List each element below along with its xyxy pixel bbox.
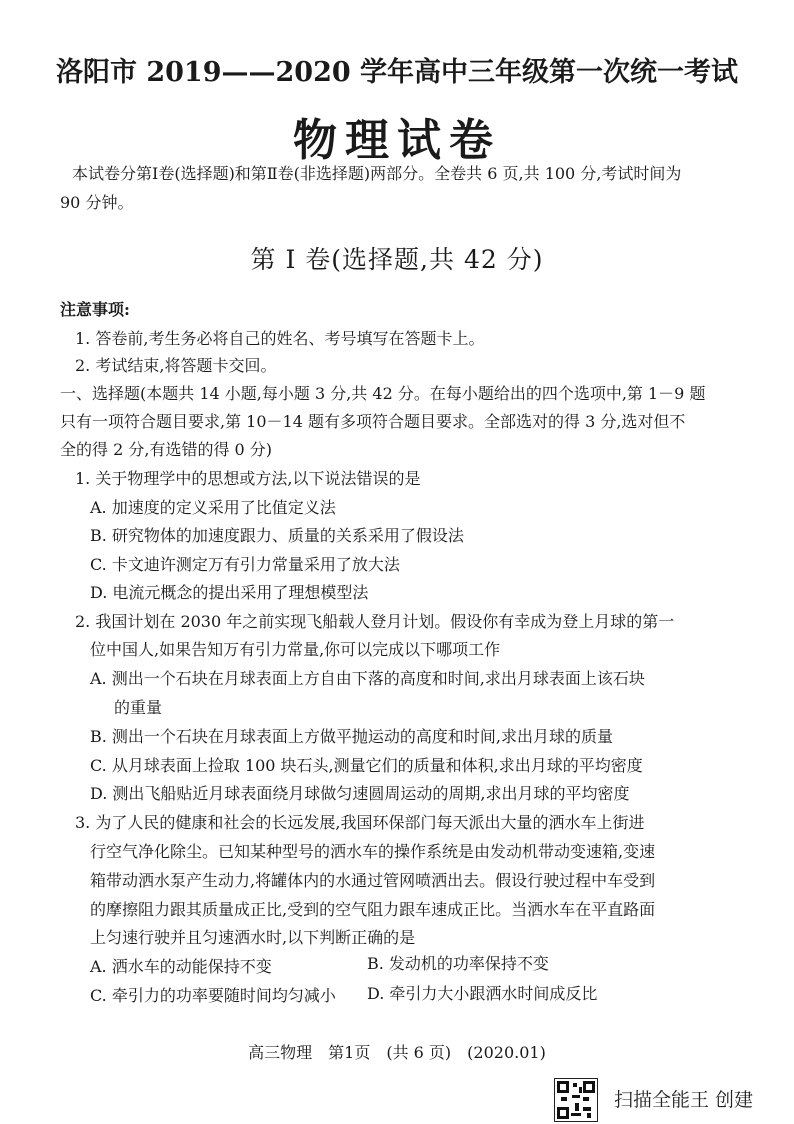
exam-title: 洛阳市 2019——2020 学年高中三年级第一次统一考试 [55,57,739,88]
q3-option-a: A. 洒水车的动能保持不变 [90,957,272,976]
q3-stem-line-4: 的摩擦阻力跟其质量成正比,受到的空气阻力跟车速成正比。当洒水车在平直路面 [90,900,656,919]
q2-stem-line-2: 位中国人,如果告知万有引力常量,你可以完成以下哪项工作 [90,640,501,659]
q1-option-d: D. 电流元概念的提出采用了理想模型法 [90,583,369,602]
intro-line-1: 本试卷分第Ⅰ卷(选择题)和第Ⅱ卷(非选择题)两部分。全卷共 6 页,共 100 分,考试时间为 [72,164,682,183]
q2-option-b: B. 测出一个石块在月球表面上方做平抛运动的高度和时间,求出月球的质量 [90,727,614,746]
q2-option-a-line-2: 的重量 [114,698,163,717]
q3-option-d: D. 牵引力大小跟洒水时间成反比 [367,984,598,1003]
q3-stem-line-1: 3. 为了人民的健康和社会的长远发展,我国环保部门每天派出大量的洒水车上街进 [75,813,645,832]
q3-stem-line-2: 行空气净化除尘。已知某种型号的洒水车的操作系统是由发动机带动变速箱,变速 [90,842,656,861]
qr-code-icon [554,1078,598,1122]
part-one-line-1: 一、选择题(本题共 14 小题,每小题 3 分,共 42 分。在每小题给出的四个选项中,第 1－9 题 [60,384,706,403]
q2-option-c: C. 从月球表面上捡取 100 块石头,测量它们的质量和体积,求出月球的平均密度 [90,756,643,775]
part-one-line-3: 全的得 2 分,有选错的得 0 分) [60,440,273,459]
page-footer: 高三物理 第1页 (共 6 页) (2020.01) [248,1043,546,1062]
part-one-line-2: 只有一项符合题目要求,第 10－14 题有多项符合题目要求。全部选对的得 3 分,选对但不 [60,412,686,431]
q1-option-b: B. 研究物体的加速度跟力、质量的关系采用了假设法 [90,526,464,545]
q3-option-b: B. 发动机的功率保持不变 [367,954,549,973]
q1-option-a: A. 加速度的定义采用了比值定义法 [90,498,336,517]
q2-option-d: D. 测出飞船贴近月球表面绕月球做匀速圆周运动的周期,求出月球的平均密度 [90,784,630,803]
notes-item-1: 1. 答卷前,考生务必将自己的姓名、考号填写在答题卡上。 [75,329,485,348]
q3-stem-line-5: 上匀速行驶并且匀速洒水时,以下判断正确的是 [90,928,416,947]
q1-option-c: C. 卡文迪许测定万有引力常量采用了放大法 [90,555,400,574]
q3-stem-line-3: 箱带动洒水泵产生动力,将罐体内的水通过管网喷洒出去。假设行驶过程中车受到 [90,871,656,890]
notes-heading: 注意事项: [60,300,130,319]
q2-option-a-line-1: A. 测出一个石块在月球表面上方自由下落的高度和时间,求出月球表面上该石块 [90,669,645,688]
section-title: 第 Ⅰ 卷(选择题,共 42 分) [250,245,544,274]
notes-item-2: 2. 考试结束,将答题卡交回。 [75,356,277,375]
intro-line-2: 90 分钟。 [60,193,134,212]
q3-option-c: C. 牵引力的功率要随时间均匀减小 [90,986,336,1005]
q2-stem-line-1: 2. 我国计划在 2030 年之前实现飞船载人登月计划。假设你有幸成为登上月球的第一 [75,612,675,631]
scanner-watermark: 扫描全能王 创建 [614,1089,754,1111]
subject-title: 物理试卷 [293,115,501,166]
q1-stem: 1. 关于物理学中的思想或方法,以下说法错误的是 [75,469,421,488]
